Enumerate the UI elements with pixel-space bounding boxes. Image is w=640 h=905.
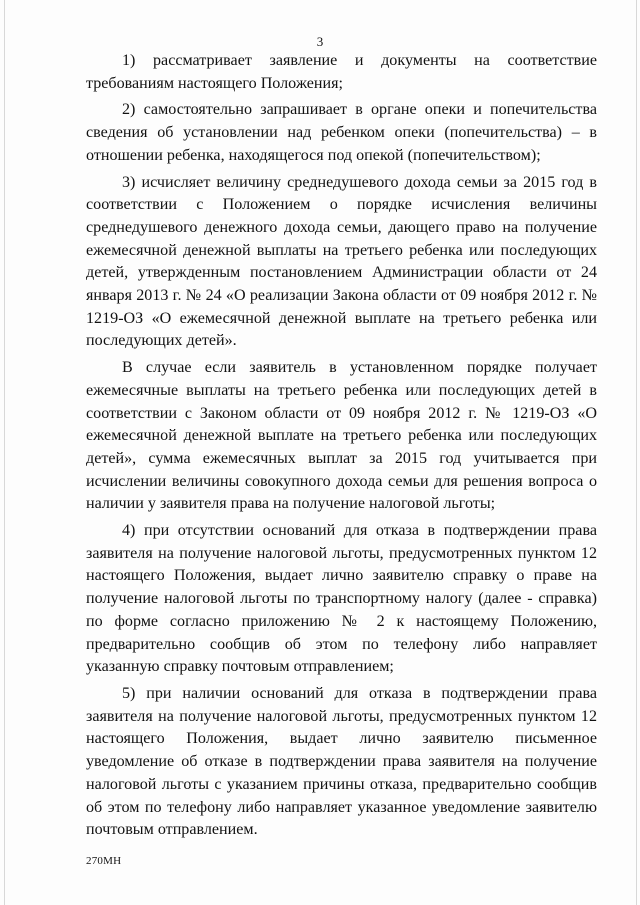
paragraph-case-note: В случае если заявитель в установленном порядке получает ежемесячные выплаты на третьего ребенка или последующих детей в соответствии с Законом области от 09 ноября 2012 г. № 1219-ОЗ «О ежемесячной денежной выплате на третьего ребенка или последующих детей», сумма ежемесячных выплат за 2015 год учитывается при исчислении величины совокупного дохода семьи для решения вопроса о наличии у заявителя права на получение налоговой льготы; [86, 359, 597, 513]
document-body [86, 50, 597, 846]
scan-edge-left [4, 0, 5, 905]
page-number: 3 [316, 34, 324, 49]
footer-document-code: 270МН [86, 855, 122, 867]
paragraph-item-4: 4) при отсутствии оснований для отказа в подтверждении права заявителя на получение налоговой льготы, предусмотренных пунктом 12 настоящего Положения, выдает лично заявителю справку о праве на получение налоговой льготы по транспортному налогу (далее - справка) по форме согласно приложению № 2 к настоящему Положению, предварительно сообщив об этом по телефону либо направляет указанную справку почтовым отправлением; [86, 522, 597, 676]
paragraph-item-1: 1) рассматривает заявление и документы на соответствие требованиям настоящего Положения; [86, 52, 597, 92]
paragraph-item-2: 2) самостоятельно запрашивает в органе опеки и попечительства сведения об установлении над ребенком опеки (попечительства) – в отношении ребенка, находящегося под опекой (попечительством); [86, 101, 597, 164]
scan-edge-right [636, 0, 637, 905]
paragraph-item-3: 3) исчисляет величину среднедушевого дохода семьи за 2015 год в соответствии с Положением о порядке исчисления величины среднедушевого денежного дохода семьи, дающего право на получение ежемесячной денежной выплаты на третьего ребенка или последующих детей, утвержденным постановлением Администрации области от 24 января 2013 г. № 24 «О реализации Закона области от 09 ноября 2012 г. № 1219-ОЗ «О ежемесячной денежной выплате на третьего ребенка или последующих детей». [86, 173, 597, 350]
paragraph-item-5: 5) при наличии оснований для отказа в подтверждении права заявителя на получение налоговой льготы, предусмотренных пунктом 12 настоящего Положения, выдает лично заявителю письменное уведомление об отказе в подтверждении права заявителя на получение налоговой льготы с указанием причины отказа, предварительно сообщив об этом по телефону либо направляет указанное уведомление заявителю почтовым отправлением. [86, 684, 597, 839]
